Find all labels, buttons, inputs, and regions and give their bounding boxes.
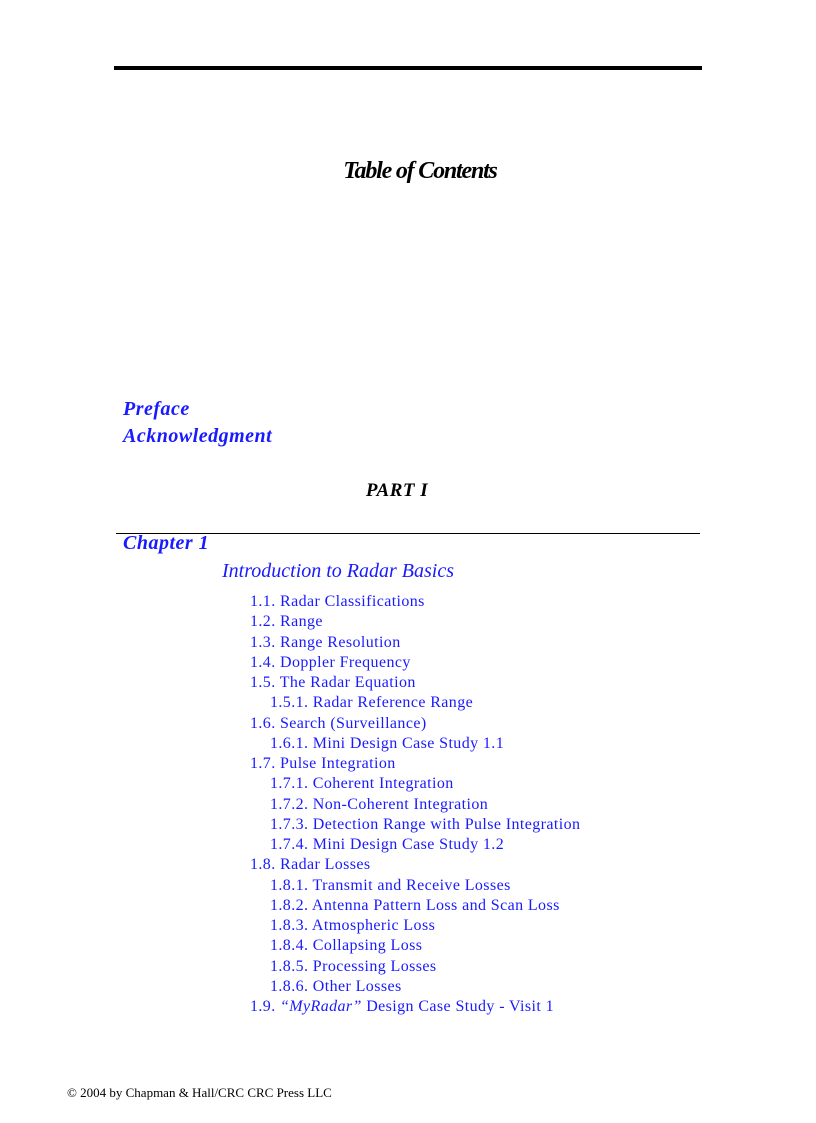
page-title: Table of Contents [343, 158, 497, 184]
acknowledgment-link[interactable]: Acknowledgment [123, 425, 273, 447]
copyright-footer: © 2004 by Chapman & Hall/CRC CRC Press LLC [67, 1085, 332, 1100]
top-rule [114, 66, 702, 70]
preface-link[interactable]: Preface [123, 398, 190, 420]
toc-subsection-link[interactable]: 1.5.1. Radar Reference Range [270, 694, 474, 712]
section-number: 1.9. [250, 998, 280, 1015]
toc-section-link[interactable]: 1.5. The Radar Equation [250, 674, 416, 691]
toc-section-link[interactable]: 1.2. Range [250, 613, 323, 631]
section-title-italic: “MyRadar” [280, 998, 362, 1015]
toc-subsection-link[interactable]: 1.6.1. Mini Design Case Study 1.1 [270, 734, 505, 752]
toc-subsection-link[interactable]: 1.7.2. Non-Coherent Integration [270, 795, 489, 813]
toc-section-link[interactable]: 1.8. Radar Losses [250, 856, 371, 874]
section-title-rest: Design Case Study - Visit 1 [361, 998, 554, 1015]
toc-subsection-link[interactable]: 1.8.2. Antenna Pattern Loss and Scan Loss [270, 896, 560, 914]
toc-section-link[interactable]: 1.4. Doppler Frequency [250, 653, 411, 671]
toc-section-link[interactable]: 1.3. Range Resolution [250, 633, 401, 651]
toc-subsection-link[interactable]: 1.8.3. Atmospheric Loss [270, 917, 436, 934]
toc-subsection-link[interactable]: 1.8.6. Other Losses [270, 977, 402, 995]
toc-section-list [250, 592, 580, 1017]
toc-subsection-link[interactable]: 1.7.3. Detection Range with Pulse Integration [270, 815, 581, 833]
toc-section-link[interactable]: 1.1. Radar Classifications [250, 593, 425, 610]
toc-subsection-link[interactable]: 1.8.1. Transmit and Receive Losses [270, 876, 511, 894]
toc-subsection-link[interactable]: 1.8.5. Processing Losses [270, 957, 437, 975]
chapter-1-title-link[interactable]: Introduction to Radar Basics [222, 560, 455, 582]
toc-section-link[interactable] [250, 997, 580, 1017]
toc-section-link[interactable]: 1.6. Search (Surveillance) [250, 714, 427, 732]
toc-section-link[interactable]: 1.7. Pulse Integration [250, 755, 396, 772]
part-heading: PART I [365, 480, 429, 501]
toc-subsection-link[interactable]: 1.8.4. Collapsing Loss [270, 937, 423, 955]
toc-subsection-link[interactable]: 1.7.4. Mini Design Case Study 1.2 [270, 836, 505, 853]
chapter-1-link[interactable]: Chapter 1 [123, 532, 210, 554]
toc-subsection-link[interactable]: 1.7.1. Coherent Integration [270, 775, 454, 793]
